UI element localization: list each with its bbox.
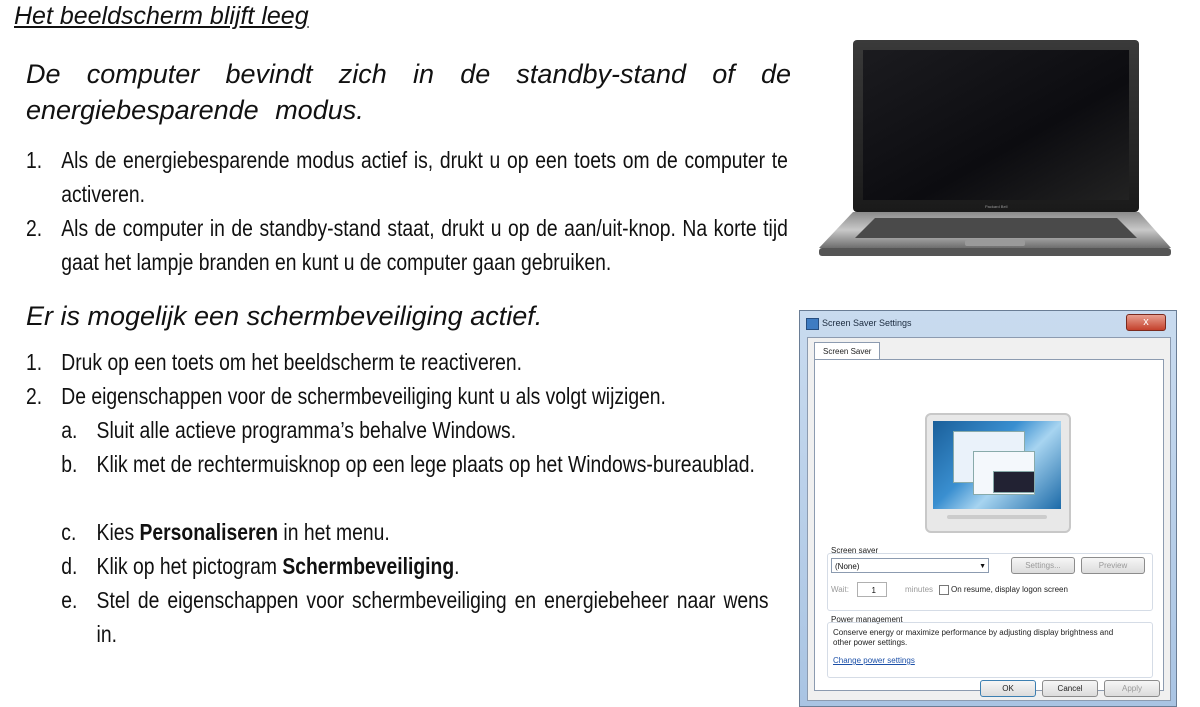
- settings-button[interactable]: Settings...: [1011, 557, 1075, 574]
- chevron-down-icon: ▼: [979, 563, 986, 570]
- wait-label: Wait:: [831, 585, 849, 594]
- resume-checkbox[interactable]: [939, 585, 949, 595]
- step-text: Als de energiebesparende modus actief is, drukt u op een toets om de computer te activeren.: [61, 147, 788, 207]
- text-post: in het menu.: [278, 519, 390, 545]
- section2-heading: Er is mogelijk een schermbeveiliging actief.: [26, 301, 543, 331]
- apply-button[interactable]: Apply: [1104, 680, 1160, 697]
- cancel-button[interactable]: Cancel: [1042, 680, 1098, 697]
- bold-term: Schermbeveiliging: [282, 553, 455, 579]
- monitor-icon: [806, 318, 819, 330]
- preview-screen: [933, 421, 1061, 509]
- substep-text: Sluit alle actieve programma’s behalve Windows.: [96, 417, 517, 443]
- substep-letter: c.: [61, 519, 77, 545]
- screen-saver-label: Screen saver: [831, 546, 879, 555]
- substep-letter: a.: [61, 417, 78, 443]
- text-post: .: [454, 553, 460, 579]
- step-number: 2.: [26, 383, 43, 409]
- laptop-illustration: [815, 38, 1175, 270]
- power-management-label: Power management: [831, 615, 903, 624]
- step-text: Als de computer in de standby-stand staat, drukt u op de aan/uit-knop. Na korte tijd gaat het lampje branden en kunt u de computer gaan gebruiken.: [61, 215, 788, 275]
- minutes-label: minutes: [905, 585, 934, 594]
- substep-text: Stel de eigenschappen voor schermbeveiliging en energiebeheer naar wens in.: [96, 587, 769, 647]
- change-power-settings-link[interactable]: Change power settings: [833, 656, 915, 665]
- resume-label: On resume, display logon screen: [951, 585, 1068, 594]
- substep-text: Klik met de rechtermuisknop op een lege plaats op het Windows-bureaublad.: [96, 451, 755, 477]
- close-button[interactable]: x: [1126, 314, 1166, 331]
- screen-saver-dialog: [799, 310, 1177, 707]
- tab-screen-saver[interactable]: Screen Saver: [814, 342, 880, 360]
- substep-letter: d.: [61, 553, 78, 579]
- dialog-body: [807, 337, 1171, 701]
- text-pre: Kies: [96, 519, 140, 545]
- section1-heading: De computer bevindt zich in de standby-stand of de energiebesparende modus.: [26, 59, 791, 125]
- screen-saver-select[interactable]: [831, 558, 989, 573]
- wait-minutes-input[interactable]: 1: [857, 582, 887, 597]
- ok-button[interactable]: OK: [980, 680, 1036, 697]
- select-value: (None): [835, 562, 860, 571]
- laptop-image: [815, 38, 1175, 270]
- substep-text: [97, 549, 774, 583]
- step-number: 1.: [26, 147, 43, 173]
- monitor-stand: [947, 515, 1047, 519]
- substep-text: [97, 515, 774, 549]
- step-text: De eigenschappen voor de schermbeveiliging kunt u als volgt wijzigen.: [61, 383, 666, 409]
- preview-button[interactable]: Preview: [1081, 557, 1145, 574]
- substep-letter: e.: [61, 587, 78, 613]
- page-title: Het beeldscherm blijft leeg: [14, 2, 309, 30]
- step-text: Druk op een toets om het beeldscherm te reactiveren.: [61, 349, 522, 375]
- tab-panel: [814, 359, 1164, 691]
- text-pre: Klik op het pictogram: [96, 553, 283, 579]
- step-number: 1.: [26, 349, 43, 375]
- preview-monitor: [925, 413, 1071, 533]
- power-description: Conserve energy or maximize performance by adjusting display brightness and other power settings.: [833, 628, 1114, 647]
- substep-letter: b.: [61, 451, 78, 477]
- section2-steps: [26, 345, 774, 665]
- laptop-brand: Packard Bell: [985, 204, 1008, 209]
- section1-steps: [26, 143, 788, 283]
- bold-term: Personaliseren: [139, 519, 279, 545]
- dialog-title: Screen Saver Settings: [822, 318, 912, 328]
- step-number: 2.: [26, 215, 43, 241]
